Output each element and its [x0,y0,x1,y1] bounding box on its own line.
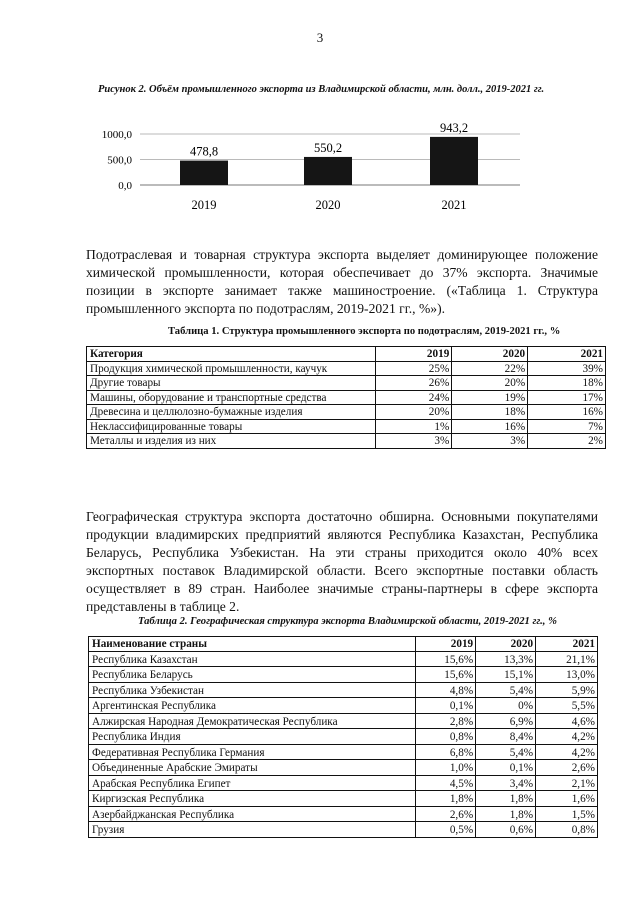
value-2021: 2,6% [536,760,598,776]
category-cell: Продукция химической промышленности, каучук [87,361,376,376]
data-label-2021: 943,2 [439,120,469,135]
value-2021: 2% [528,434,606,449]
bar-2020 [304,157,352,185]
y-tick-label: 1000,0 [101,129,132,141]
category-cell: Древесина и целлюлозно-бумажные изделия [87,405,376,420]
value-2020: 5,4% [476,744,536,760]
x-tick-label-2021: 2021 [441,198,467,212]
country-cell: Республика Казахстан [89,651,416,667]
value-2021: 4,2% [536,729,598,745]
y-tick-label: 500,0 [107,154,132,167]
value-2021: 17% [528,390,606,405]
value-2021: 39% [528,361,606,376]
x-tick-label-2019: 2019 [191,198,217,212]
export-volume-chart [80,112,540,216]
value-2020: 20% [452,376,528,391]
value-2020: 18% [452,405,528,420]
header-2019: 2019 [416,637,476,652]
value-2021: 13,0% [536,667,598,683]
country-cell: Азербайджанская Республика [89,806,416,822]
value-2019: 0,5% [416,822,476,838]
country-cell: Республика Индия [89,729,416,745]
value-2021: 7% [528,419,606,434]
value-2020: 3,4% [476,775,536,791]
value-2019: 3% [376,434,452,449]
value-2021: 0,8% [536,822,598,838]
value-2019: 4,5% [416,775,476,791]
page-number: 3 [316,30,324,45]
table-export-by-country [88,636,598,838]
table-row [87,434,606,449]
value-2019: 1,8% [416,791,476,807]
table-row [89,791,598,807]
table-row [87,376,606,391]
table-row [89,667,598,683]
country-cell: Объединенные Арабские Эмираты [89,760,416,776]
paragraph-geography: Географическая структура экспорта достаточно обширна. Основными покупателями продукции владимирских предприятий являются Республика Казахстан, Республика Беларусь, Республика Узбекистан. На эти страны приходится около 40% всех экспортных поставок Владимирской области. Всего экспортные поставки область осуществляет в 89 стран. Наиболее значимые страны-партнеры в сфере экспорта представлены в таблице 2. [86,508,598,614]
table-row [87,419,606,434]
value-2021: 4,6% [536,713,598,729]
value-2021: 21,1% [536,651,598,667]
value-2019: 0,1% [416,698,476,714]
country-cell: Республика Узбекистан [89,682,416,698]
header-2020: 2020 [452,347,528,362]
bar-2019 [180,161,228,185]
table2-caption: Таблица 2. Географическая структура экспорта Владимирской области, 2019-2021 гг., % [138,616,557,627]
value-2019: 4,8% [416,682,476,698]
country-cell: Аргентинская Республика [89,698,416,714]
value-2021: 16% [528,405,606,420]
figure-caption: Рисунок 2. Объём промышленного экспорта из Владимирской области, млн. долл., 2019-2021 гг. [98,84,545,95]
table-row [87,405,606,420]
value-2020: 0,1% [476,760,536,776]
data-label-2020: 550,2 [313,140,343,155]
value-2019: 1,0% [416,760,476,776]
value-2020: 1,8% [476,806,536,822]
value-2019: 0,8% [416,729,476,745]
value-2019: 2,8% [416,713,476,729]
table-row [89,744,598,760]
value-2019: 1% [376,419,452,434]
country-cell: Грузия [89,822,416,838]
value-2019: 25% [376,361,452,376]
value-2019: 6,8% [416,744,476,760]
value-2020: 6,9% [476,713,536,729]
value-2021: 5,5% [536,698,598,714]
category-cell: Металлы и изделия из них [87,434,376,449]
country-cell: Республика Беларусь [89,667,416,683]
country-cell: Федеративная Республика Германия [89,744,416,760]
table-header-row [87,347,606,362]
table-row [89,698,598,714]
value-2019: 20% [376,405,452,420]
table-row [89,806,598,822]
header-category: Категория [87,347,376,362]
value-2020: 8,4% [476,729,536,745]
category-cell: Другие товары [87,376,376,391]
paragraph-export-structure: Подотраслевая и товарная структура экспорта выделяет доминирующее положение химической промышленности, которая обеспечивает до 37% экспорта. Значимые позиции в экспорте занимает также машиностроение. («Таблица 1. Структура промышленного экспорта по подотраслям, 2019-2021 гг., %»). [86,246,598,316]
value-2021: 5,9% [536,682,598,698]
value-2020: 13,3% [476,651,536,667]
value-2020: 22% [452,361,528,376]
value-2021: 18% [528,376,606,391]
bar-2021 [430,137,478,185]
header-2020: 2020 [476,637,536,652]
header-country: Наименование страны [89,637,416,652]
table-row [89,775,598,791]
table-row [87,361,606,376]
category-cell: Машины, оборудование и транспортные средства [87,390,376,405]
value-2020: 3% [452,434,528,449]
value-2020: 0,6% [476,822,536,838]
value-2020: 5,4% [476,682,536,698]
country-cell: Алжирская Народная Демократическая Республика [89,713,416,729]
data-label-2019: 478,8 [189,144,219,159]
value-2020: 0% [476,698,536,714]
value-2019: 26% [376,376,452,391]
header-2019: 2019 [376,347,452,362]
x-tick-label-2020: 2020 [315,198,341,212]
table-row [89,760,598,776]
value-2021: 1,6% [536,791,598,807]
value-2019: 24% [376,390,452,405]
table-row [89,713,598,729]
table-row [89,822,598,838]
country-cell: Киргизская Республика [89,791,416,807]
header-2021: 2021 [536,637,598,652]
table-export-by-subsector [86,346,606,449]
table-row [89,729,598,745]
value-2019: 15,6% [416,651,476,667]
country-cell: Арабская Республика Египет [89,775,416,791]
value-2020: 16% [452,419,528,434]
table1-caption: Таблица 1. Структура промышленного экспорта по подотраслям, 2019-2021 гг., % [168,326,561,337]
table-row [87,390,606,405]
value-2020: 19% [452,390,528,405]
table-header-row [89,637,598,652]
y-tick-label: 0,0 [118,180,132,192]
value-2020: 15,1% [476,667,536,683]
value-2020: 1,8% [476,791,536,807]
value-2021: 2,1% [536,775,598,791]
header-2021: 2021 [528,347,606,362]
value-2019: 2,6% [416,806,476,822]
value-2019: 15,6% [416,667,476,683]
category-cell: Неклассифицированные товары [87,419,376,434]
table-row [89,651,598,667]
table-row [89,682,598,698]
value-2021: 4,2% [536,744,598,760]
value-2021: 1,5% [536,806,598,822]
